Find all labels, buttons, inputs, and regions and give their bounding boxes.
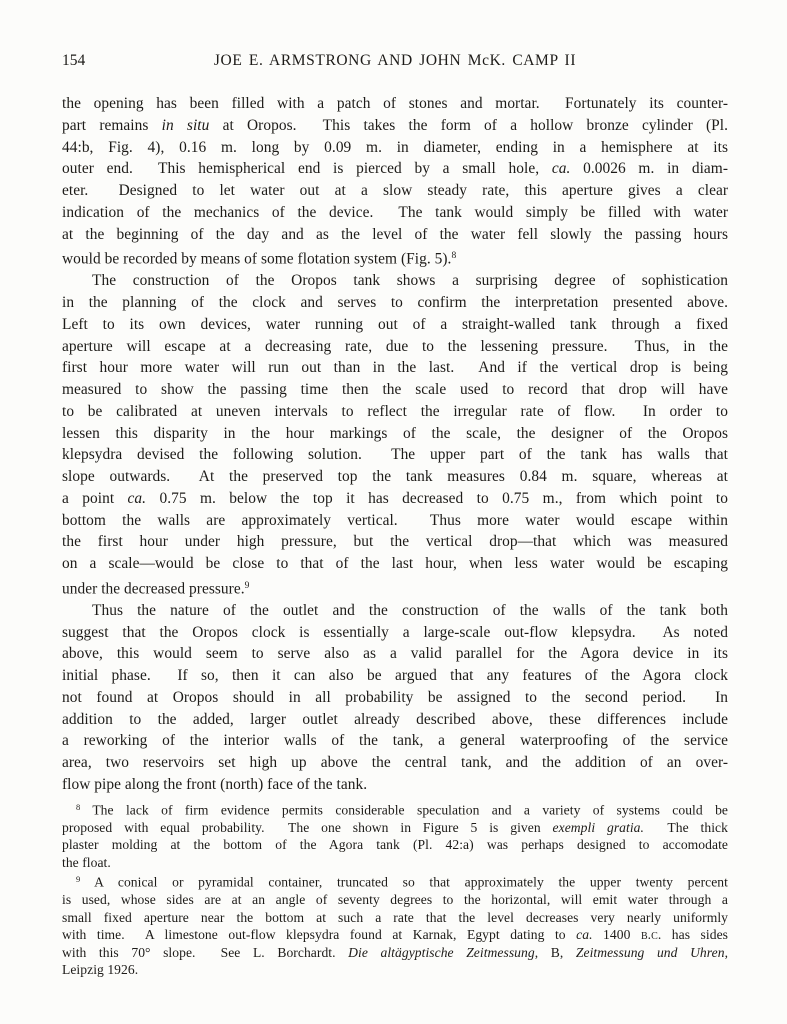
text-segment: would be recorded by means of some flotation system (Fig. 5). [62, 250, 452, 268]
text-segment: slope outwards. At the preserved top the tank measures 0.84 m. square, whereas at [62, 468, 728, 485]
body-paragraph [62, 270, 728, 600]
text-line [62, 575, 728, 600]
text-segment-i: exempli gratia. [552, 820, 644, 836]
text-segment: the float. [62, 854, 111, 870]
text-line [62, 909, 728, 926]
text-segment: lessen this disparity in the hour markings of the scale, the designer of the Oropos [62, 424, 728, 442]
text-segment: at Oropos. This takes the form of a hollow bronze cylinder (Pl. [209, 116, 729, 134]
text-segment: The construction of the Oropos tank shows a surprising degree of sophistication [92, 272, 728, 290]
text-segment: , [724, 944, 729, 960]
text-line [62, 423, 728, 445]
text-segment: part remains [62, 116, 162, 134]
text-segment: 44:b, Fig. 4), 0.16 m. long by 0.09 m. in diameter, ending in a hemisphere at its [62, 138, 728, 156]
text-line [62, 854, 728, 871]
text-segment-i: Die altägyptische Zeitmessung [348, 944, 535, 960]
text-line [62, 622, 728, 644]
text-segment-i: ca. [551, 160, 571, 178]
text-line [62, 819, 728, 836]
text-line [62, 730, 728, 752]
text-segment: klepsydra devised the following solution. The upper part of the tank has walls that [62, 446, 728, 464]
text-line [62, 202, 728, 224]
text-line [62, 926, 728, 943]
text-line [62, 466, 728, 488]
footnote-marker: 9 [76, 874, 81, 885]
text-segment: proposed with equal probability. The one shown in Figure 5 is given [62, 820, 553, 836]
text-line [62, 93, 728, 115]
text-segment: The lack of firm evidence permits considerable speculation and a variety of systems could be [80, 802, 728, 818]
text-segment: a reworking of the interior walls of the tank, a general waterproofing of the service [62, 732, 728, 750]
text-line [62, 115, 728, 137]
text-segment: suggest that the Oropos clock is essentially a large-scale out-flow klepsydra. As noted [62, 623, 728, 641]
text-line [62, 314, 728, 336]
body-text [62, 93, 728, 796]
text-segment: Leipzig 1926. [62, 961, 139, 977]
text-line [62, 270, 728, 292]
text-line [62, 891, 728, 908]
footnote-marker: 9 [244, 579, 250, 591]
body-paragraph [62, 93, 728, 270]
text-line [62, 961, 728, 978]
text-segment: on a scale—would be close to that of the last hour, when less water would be escaping [62, 555, 728, 572]
text-segment: aperture will escape at a decreasing rate, due to the lessening pressure. Thus, in the [62, 337, 728, 355]
text-line [62, 799, 728, 819]
text-segment: , B, [534, 944, 576, 960]
text-segment: Left to its own devices, water running out of a straight-walled tank through a fixed [62, 315, 728, 333]
text-segment: addition to the added, larger outlet already described above, these differences include [62, 710, 728, 728]
text-segment: with time. A limestone out-flow klepsydra found at Karnak, Egypt dating to [62, 927, 577, 943]
text-line [62, 665, 728, 687]
text-segment: initial phase. If so, then it can also be argued that any features of the Agora clock [62, 667, 728, 684]
text-segment: a point [62, 489, 128, 507]
text-segment: 1400 [592, 927, 641, 943]
text-segment: with this 70° slope. See L. Borchardt. [62, 944, 349, 960]
text-line [62, 774, 728, 796]
text-line [62, 245, 728, 270]
footnote [62, 799, 728, 871]
text-line [62, 531, 728, 553]
text-line [62, 180, 728, 202]
text-segment: outer end. This hemispherical end is pierced by a small hole, [62, 160, 552, 178]
text-segment: the opening has been filled with a patch of stones and mortar. Fortunately its counter- [62, 95, 728, 112]
text-segment: measured to show the passing time then the scale used to record that drop will have [62, 381, 728, 398]
text-line [62, 336, 728, 358]
text-segment: bottom the walls are approximately vertical. Thus more water would escape within [62, 511, 728, 529]
text-segment: plaster molding at the bottom of the Agora tank (Pl. 42:a) was perhaps designed to accomodate [62, 837, 728, 853]
footnote [62, 871, 728, 978]
text-segment-i: ca. [127, 489, 147, 507]
text-segment: small fixed aperture near the bottom at such a rate that the level decreases very nearly uniformly [62, 909, 728, 925]
text-line [62, 401, 728, 423]
text-line [62, 158, 728, 180]
text-segment: 0.0026 m. in diam- [570, 160, 728, 178]
text-line [62, 137, 728, 159]
text-segment: under the decreased pressure. [62, 580, 245, 597]
text-line [62, 643, 728, 665]
text-line [62, 944, 728, 961]
running-head [62, 51, 728, 71]
text-line [62, 510, 728, 532]
footnote-marker: 8 [451, 250, 457, 262]
text-segment: in the planning of the clock and serves to confirm the interpretation presented above. [62, 294, 728, 311]
text-segment: the first hour under high pressure, but the vertical drop—that which was measured [62, 533, 728, 551]
text-segment-i: ca. [576, 927, 593, 943]
text-segment: first hour more water will run out than in the last. And if the vertical drop is being [62, 359, 728, 377]
text-segment: at the beginning of the day and as the level of the water fell slowly the passing hours [62, 225, 728, 243]
text-line [62, 379, 728, 401]
body-paragraph [62, 600, 728, 796]
text-segment: A conical or pyramidal container, truncated so that approximately the upper twenty percent [80, 874, 728, 890]
text-line [62, 444, 728, 466]
running-title: JOE E. ARMSTRONG AND JOHN McK. CAMP II [213, 52, 577, 69]
text-segment: is used, whose sides are at an angle of seventy degrees to the horizontal, will emit water through a [62, 892, 728, 908]
text-segment: flow pipe along the front (north) face of the tank. [62, 775, 368, 793]
text-segment: 0.75 m. below the top it has decreased to 0.75 m., from which point to [146, 489, 728, 507]
text-segment: Thus the nature of the outlet and the construction of the walls of the tank both [92, 601, 728, 619]
text-segment: to be calibrated at uneven intervals to reflect the irregular rate of flow. In order to [62, 402, 728, 420]
footnotes [62, 799, 728, 978]
text-line [62, 600, 728, 622]
text-line [62, 224, 728, 246]
page-number: 154 [62, 52, 86, 69]
text-line [62, 871, 728, 891]
text-line [62, 553, 728, 575]
footnote-marker: 8 [76, 802, 81, 812]
text-segment: eter. Designed to let water out at a slow steady rate, this aperture gives a clear [62, 182, 728, 199]
text-line [62, 687, 728, 709]
text-segment: The thick [643, 820, 728, 836]
text-segment: above, this would seem to serve also as a valid parallel for the Agora device in its [62, 645, 728, 663]
text-segment-i: in situ [161, 116, 210, 134]
text-segment-sc: b.c. [640, 927, 662, 943]
text-line [62, 488, 728, 510]
text-line [62, 709, 728, 731]
text-segment: area, two reservoirs set high up above the central tank, and the addition of an over- [62, 754, 728, 771]
text-segment: not found at Oropos should in all probability be assigned to the second period. In [62, 688, 728, 706]
text-line [62, 836, 728, 853]
text-line [62, 292, 728, 314]
text-segment-i: Zeitmessung und Uhren [575, 944, 725, 960]
text-line [62, 357, 728, 379]
text-segment: has sides [661, 927, 728, 943]
text-segment: indication of the mechanics of the device. The tank would simply be filled with water [62, 203, 728, 221]
text-line [62, 752, 728, 774]
